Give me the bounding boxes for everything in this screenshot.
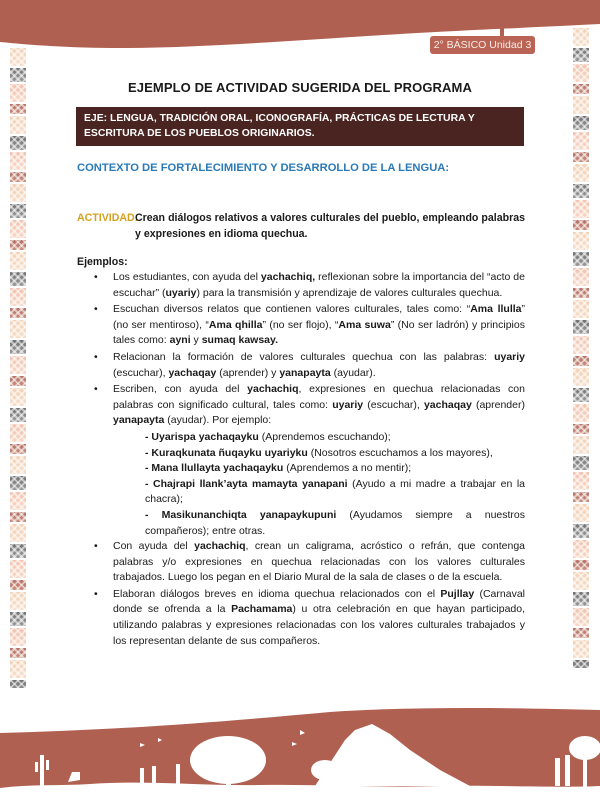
bullet-item <box>77 382 525 429</box>
examples-list <box>77 270 525 650</box>
quechua-term: uyariy <box>332 398 364 411</box>
bullet-text: (escuchar), <box>363 398 424 411</box>
quechua-term: yachaqay <box>423 398 472 411</box>
example-quechua: - Chajrapi llank’ayta mamayta yanapani <box>145 477 348 490</box>
page-title: EJEMPLO DE ACTIVIDAD SUGERIDA DEL PROGRAMA <box>128 80 472 95</box>
examples-label: Ejemplos: <box>77 256 128 268</box>
bullet-text: ” (no ser flojo), “ <box>262 318 339 331</box>
bullet-text: Relacionan la formación de valores culturales quechua con las palabras: <box>113 350 495 363</box>
bullet-item <box>77 302 525 349</box>
bullet-text: (ayudar). Por ejemplo: <box>164 414 272 427</box>
example-quechua: - Masikunanchiqta yanapaykupuni <box>145 508 337 521</box>
landscape-footer <box>0 700 600 800</box>
bullet-icon: • <box>94 383 98 396</box>
bullet-icon: • <box>94 350 98 363</box>
example-spanish: (Aprendemos escuchando); <box>258 430 391 443</box>
quechua-term: Pachamama <box>231 603 293 616</box>
bullet-icon: • <box>94 540 98 553</box>
example-quechua: - Kuraqkunata ñuqayku uyariyku <box>145 446 308 459</box>
example-row <box>145 430 525 446</box>
bullet-text: Escriben, con ayuda del <box>113 383 248 396</box>
context-title: CONTEXTO DE FORTALECIMIENTO Y DESARROLLO DE LA LENGUA: <box>77 162 450 174</box>
bullet-text: Con ayuda del <box>113 540 195 553</box>
eje-box: EJE: LENGUA, TRADICIÓN ORAL, ICONOGRAFÍA, PRÁCTICAS DE LECTURA Y ESCRITURA DE LOS PUEBLOS ORIGINARIOS. <box>76 107 524 146</box>
textile-border-right <box>573 28 589 668</box>
example-spanish: (Nosotros escuchamos a los mayores), <box>307 446 493 459</box>
bullet-text: y <box>190 334 202 347</box>
bullet-text: , crean un caligrama, acróstico o refrán, que contenga palabras y/o expresiones en quechua relacionadas con los valores culturales trabajados. Luego los pegan en el Diario Mural de la sala de clases o de la escuela. <box>113 540 525 584</box>
example-spanish: (Aprendemos a no mentir); <box>283 462 412 475</box>
bullet-item <box>77 587 525 649</box>
bullet-text: , expresiones en quechua relacionadas con palabras con significado cultural, tales como: <box>113 383 525 411</box>
bullet-icon: • <box>94 587 98 600</box>
example-row <box>145 461 525 477</box>
bullet-text: Los estudiantes, con ayuda del <box>113 271 261 283</box>
bullet-text: (aprender) <box>471 398 525 411</box>
bullet-icon: • <box>94 271 98 283</box>
bullet-item <box>77 270 525 301</box>
example-spanish: (Ayudo a mi madre a trabajar en la chacra); <box>145 477 525 506</box>
quechua-term: uyariy <box>494 350 525 363</box>
bullet-text: ” (No ser ladrón) y principios tales como: <box>113 318 525 347</box>
quechua-term: Ama suwa <box>338 318 391 331</box>
quechua-term: Ama llulla <box>470 303 522 316</box>
example-row <box>145 508 525 539</box>
bullet-text: ) para la transmisión y aprendizaje de valores culturales quechua. <box>196 286 503 299</box>
bullet-text: (Carnaval donde se ofrenda a la <box>113 587 525 616</box>
bullet-text: Escuchan diversos relatos que contienen valores culturales, tales como: “ <box>113 303 471 316</box>
quechua-term: yachachiq <box>247 383 299 396</box>
bullet-text: (aprender) y <box>216 366 280 379</box>
bullet-item <box>77 539 525 586</box>
quechua-term: sumaq kawsay. <box>201 334 278 347</box>
quechua-term: Pujllay <box>440 587 475 600</box>
bullet-item <box>77 350 525 381</box>
example-spanish: (Ayudamos siempre a nuestros compañeros); entre otras. <box>145 508 526 537</box>
bullet-text: ) u otra celebración en que hayan participado, utilizando palabras y expresiones relacionadas con los valores culturales trabajados y los representan delante de sus compañeros. <box>113 603 526 647</box>
bullet-icon: • <box>94 303 98 316</box>
textile-border-left <box>10 48 26 688</box>
example-quechua: - Mana llullayta yachaqayku <box>145 462 284 475</box>
bullet-text: (escuchar), <box>113 366 169 379</box>
bullet-text: reflexionan sobre la importancia del “acto de escuchar” ( <box>113 271 525 299</box>
example-row <box>145 477 525 508</box>
quechua-term: yachachiq <box>194 540 246 553</box>
quechua-term: yachaqay <box>168 366 217 379</box>
grade-unit-badge: 2° BÁSICO Unidad 3 <box>430 36 535 54</box>
example-quechua: - Uyarispa yachaqayku <box>145 430 259 443</box>
bullet-text: ” (no ser mentiroso), “ <box>113 303 525 331</box>
quechua-term: ayni <box>169 334 191 347</box>
bullet-text: (ayudar). <box>330 366 376 379</box>
activity-label: ACTIVIDAD: <box>77 212 139 224</box>
quechua-term: yanapayta <box>279 366 331 379</box>
quechua-examples <box>77 430 525 539</box>
quechua-term: yachachiq, <box>260 271 316 283</box>
example-row <box>145 446 525 462</box>
bullet-text: Elaboran diálogos breves en idioma quechua relacionados con el <box>113 587 441 600</box>
quechua-term: yanapayta <box>113 414 165 427</box>
quechua-term: uyariy <box>165 286 197 299</box>
activity-text: Crean diálogos relativos a valores culturales del pueblo, empleando palabras y expresiones en idioma quechua. <box>135 212 525 240</box>
quechua-term: Ama qhilla <box>208 318 263 331</box>
